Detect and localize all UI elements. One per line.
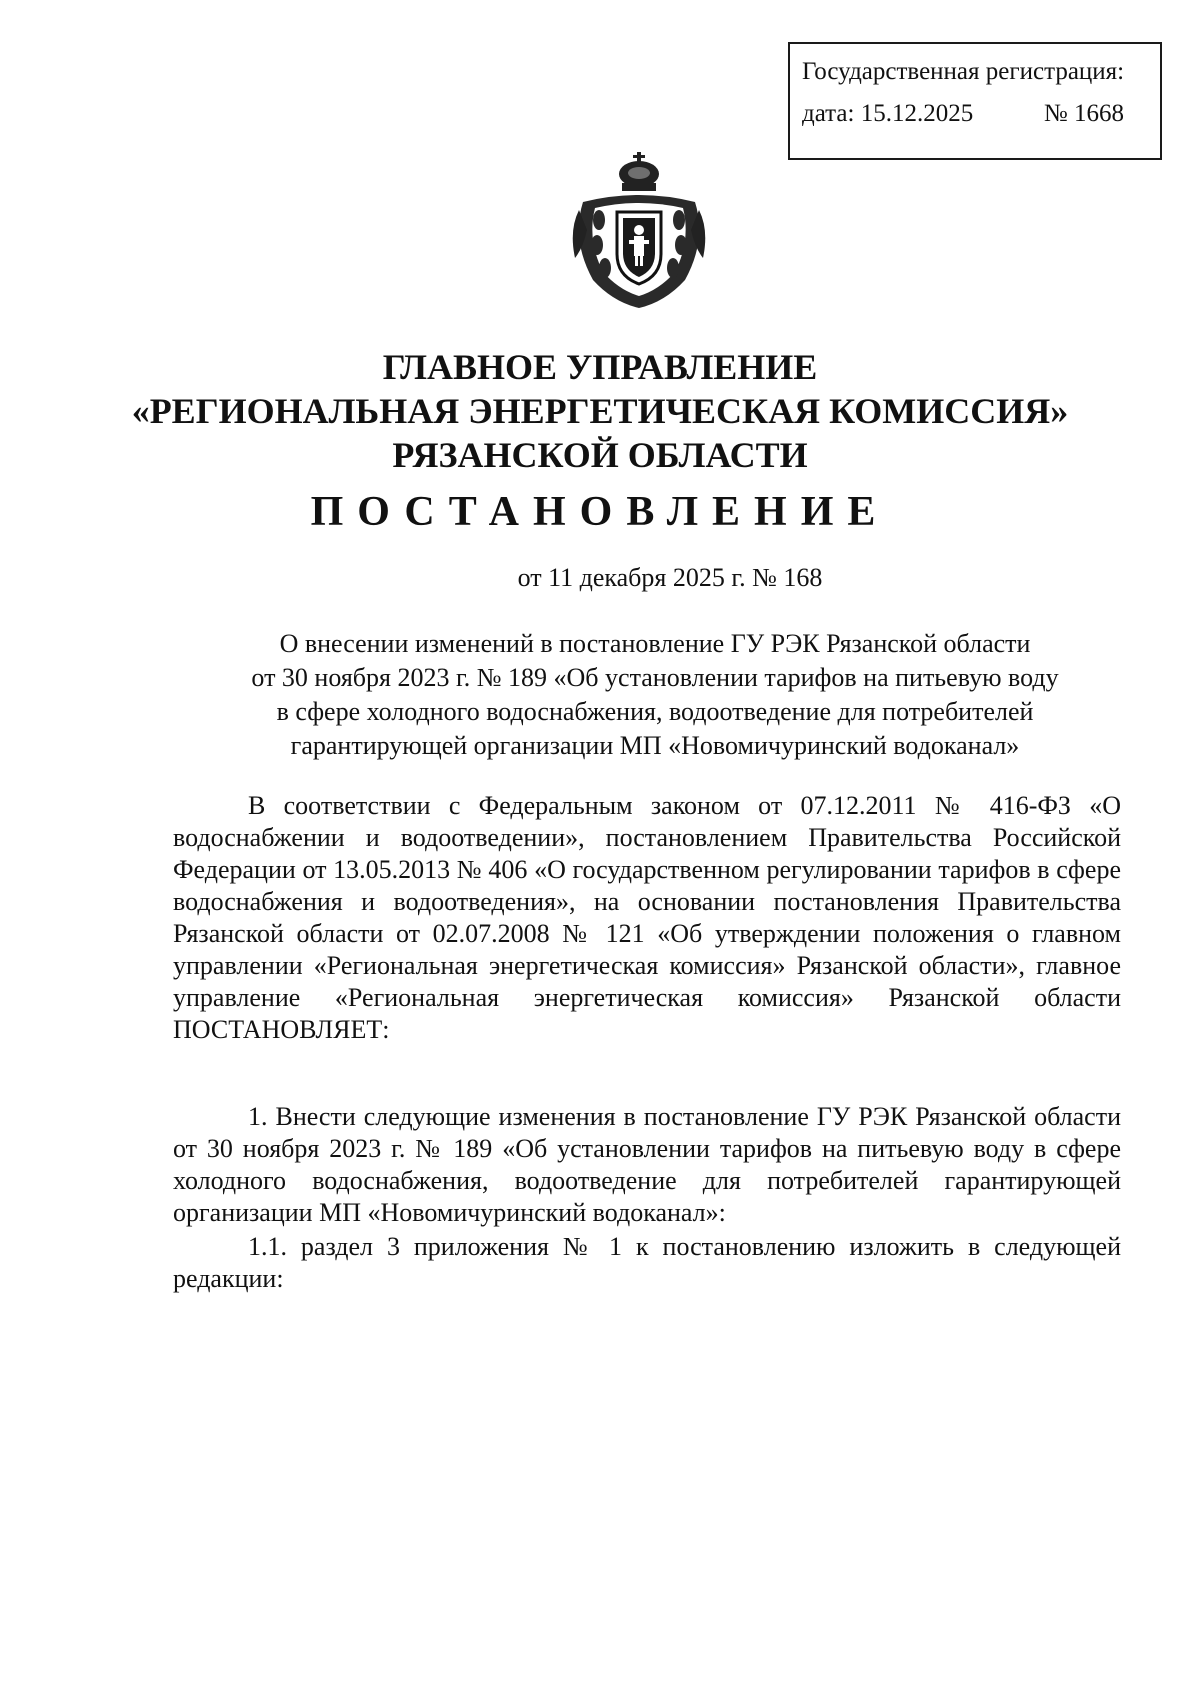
item-1-paragraph: 1. Внести следующие изменения в постановление ГУ РЭК Рязанской области от 30 ноября 2023 г. № 189 «Об установлении тарифов на питьевую воду в сфере холодного водоснабжения, водоотведение для потребителей гарантирующей организации МП «Новомичуринский водоканал»: xyxy=(173,1102,1121,1227)
preamble-paragraph: В соответствии с Федеральным законом от 07.12.2011 № 416-ФЗ «О водоснабжении и водоотведении», постановлением Правительства Российской Федерации от 13.05.2013 № 406 «О государственном регулировании тарифов в сфере водоснабжения и водоотведения», на основании постановления Правительства Рязанской области от 02.07.2008 № 121 «Об утверждении положения о главном управлении «Региональная энергетическая комиссия» Рязанской области», главное управление «Региональная энергетическая комиссия» Рязанской области ПОСТАНОВЛЯЕТ: xyxy=(173,791,1121,1044)
document-date: от 11 декабря 2025 г. № 168 xyxy=(517,563,823,592)
agency-line-2: «РЕГИОНАЛЬНАЯ ЭНЕРГЕТИЧЕСКАЯ КОМИССИЯ» xyxy=(131,391,1069,431)
subject-line-4: гарантирующей организации МП «Новомичуринский водоканал» xyxy=(290,731,1020,760)
agency-line-3: РЯЗАНСКОЙ ОБЛАСТИ xyxy=(392,435,808,475)
registration-number: № 1668 xyxy=(1043,100,1124,127)
document-type: ПОСТАНОВЛЕНИЕ xyxy=(310,489,890,535)
agency-header xyxy=(0,345,1200,477)
registration-date: дата: 15.12.2025 xyxy=(802,100,974,127)
agency-line-1: ГЛАВНОЕ УПРАВЛЕНИЕ xyxy=(382,347,818,387)
registration-title: Государственная регистрация: xyxy=(802,58,1125,85)
subject-line-1: О внесении изменений в постановление ГУ РЭК Рязанской области xyxy=(279,629,1031,658)
item-1-1-paragraph: 1.1. раздел 3 приложения № 1 к постановлению изложить в следующей редакции: xyxy=(173,1232,1121,1293)
registration-box xyxy=(788,42,1162,160)
document-subject xyxy=(200,627,1110,763)
coat-of-arms-icon xyxy=(565,150,713,310)
subject-line-2: от 30 ноября 2023 г. № 189 «Об установлении тарифов на питьевую воду xyxy=(251,663,1059,692)
subject-line-3: в сфере холодного водоснабжения, водоотведение для потребителей xyxy=(276,697,1034,726)
registration-details xyxy=(802,100,1146,128)
